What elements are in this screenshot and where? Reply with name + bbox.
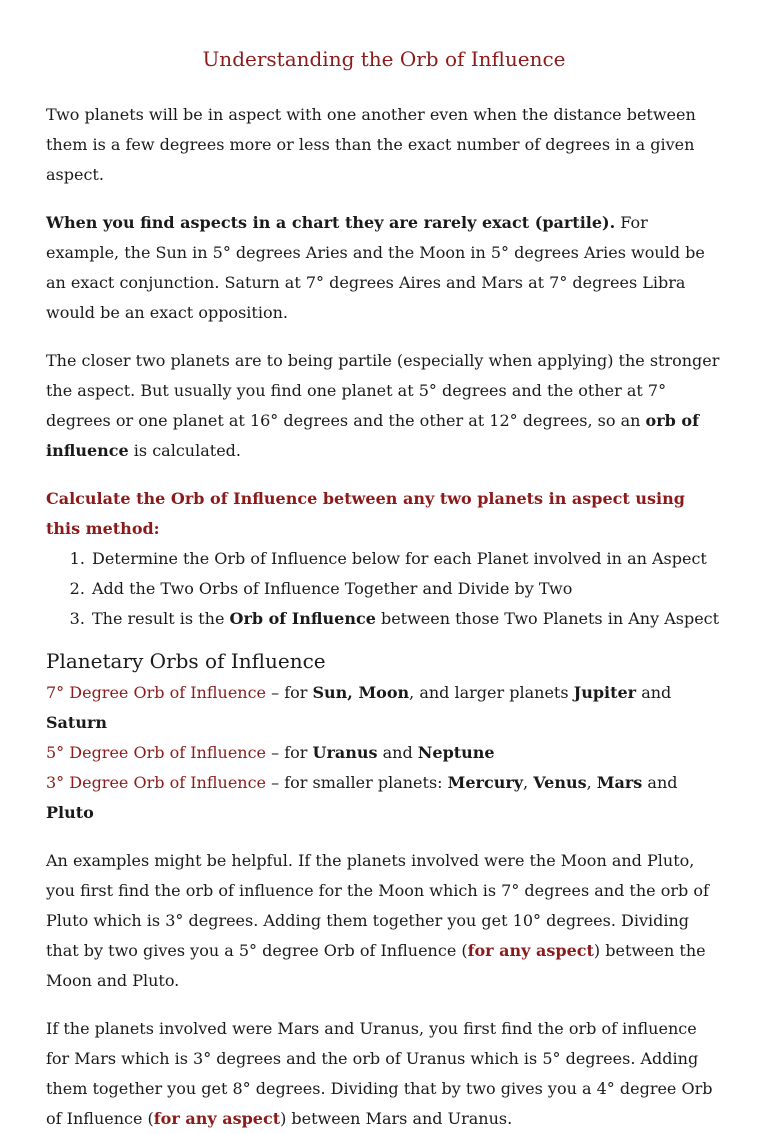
intro-paragraph: Two planets will be in aspect with one another even when the distance between them is a few degrees more or less than the exact number of degrees in a given aspect.: [46, 105, 696, 184]
step3-after: between those Two Planets in Any Aspect: [375, 609, 720, 628]
method-step: 2. Add the Two Orbs of Influence Together and Divide by Two: [90, 574, 722, 604]
method-step: [90, 604, 722, 634]
orb-text: , and larger planets: [409, 683, 574, 702]
orb-line-7: [46, 678, 722, 738]
closer-text-before: The closer two planets are to being partile (especially when applying) the stronger the aspect. But usually you find one planet at 5° degrees and the other at 7° degrees or one planet at 16° degrees and the other at 12° degrees, so an: [46, 351, 720, 430]
orb-line-3: [46, 768, 722, 828]
example-moon-pluto: [46, 846, 722, 996]
orb-text: – for: [266, 743, 313, 762]
orb-text: and: [377, 743, 418, 762]
step3-before: The result is the: [92, 609, 230, 628]
example-text: If the planets involved were Mars and Uranus, you first find the orb of influence for Mars which is 3° degrees and the orb of Uranus which is 5° degrees. Adding them together you get 8° degrees. Dividing that by two gives you a 4° degree Orb of Influence (: [46, 1019, 713, 1128]
orb-line-5: [46, 738, 722, 768]
orbs-heading: Planetary Orbs of Influence: [46, 649, 326, 673]
orb-planet: Jupiter: [573, 683, 637, 702]
orb-label: 5° Degree Orb of Influence: [46, 743, 267, 762]
orb-text: and: [642, 773, 678, 792]
closer-bold: orb of influence: [46, 411, 699, 460]
partile-text: For example, the Sun in 5° degrees Aries and the Moon in 5° degrees Aries would be an exact conjunction. Saturn at 7° degrees Aires and Mars at 7° degrees Libra would be an exact opposition.: [46, 213, 705, 322]
method-heading: Calculate the Orb of Influence between any two planets in aspect using this method:: [46, 489, 685, 538]
orb-planet: Uranus: [312, 743, 378, 762]
orb-label: 3° Degree Orb of Influence: [46, 773, 267, 792]
orb-planet: Mars: [596, 773, 643, 792]
orb-planet: Venus: [533, 773, 587, 792]
orb-planet: Sun, Moon: [312, 683, 410, 702]
closer-text-after: is calculated.: [128, 441, 241, 460]
method-steps: [46, 544, 722, 634]
orb-planet: Pluto: [46, 803, 94, 822]
orb-planet: Saturn: [46, 713, 108, 732]
step3-bold: Orb of Influence: [229, 609, 376, 628]
page-title: Understanding the Orb of Influence: [202, 47, 566, 71]
partile-bold: When you find aspects in a chart they are rarely exact (partile).: [46, 213, 616, 232]
example-text: ) between the Moon and Pluto.: [46, 941, 706, 990]
example-text: ) between Mars and Uranus.: [280, 1109, 513, 1128]
orb-planet: Neptune: [417, 743, 495, 762]
example-highlight: for any aspect: [153, 1109, 281, 1128]
orb-label: 7° Degree Orb of Influence: [46, 683, 267, 702]
orb-text: – for: [266, 683, 313, 702]
method-step: 1. Determine the Orb of Influence below for each Planet involved in an Aspect: [90, 544, 722, 574]
partile-paragraph: [46, 208, 722, 328]
orb-text: and: [636, 683, 672, 702]
example-text: An examples might be helpful. If the planets involved were the Moon and Pluto, you first find the orb of influence for the Moon which is 7° degrees and the orb of Pluto which is 3° degrees. Adding them together you get 10° degrees. Dividing that by two gives you a 5° degree Orb of Influence (: [46, 851, 709, 960]
example-mars-uranus: [46, 1014, 722, 1134]
orb-planet: Mercury: [447, 773, 524, 792]
closer-paragraph: [46, 346, 722, 466]
orb-text: ,: [586, 773, 597, 792]
orb-text: – for smaller planets:: [266, 773, 448, 792]
orb-text: ,: [523, 773, 534, 792]
example-highlight: for any aspect: [467, 941, 594, 960]
